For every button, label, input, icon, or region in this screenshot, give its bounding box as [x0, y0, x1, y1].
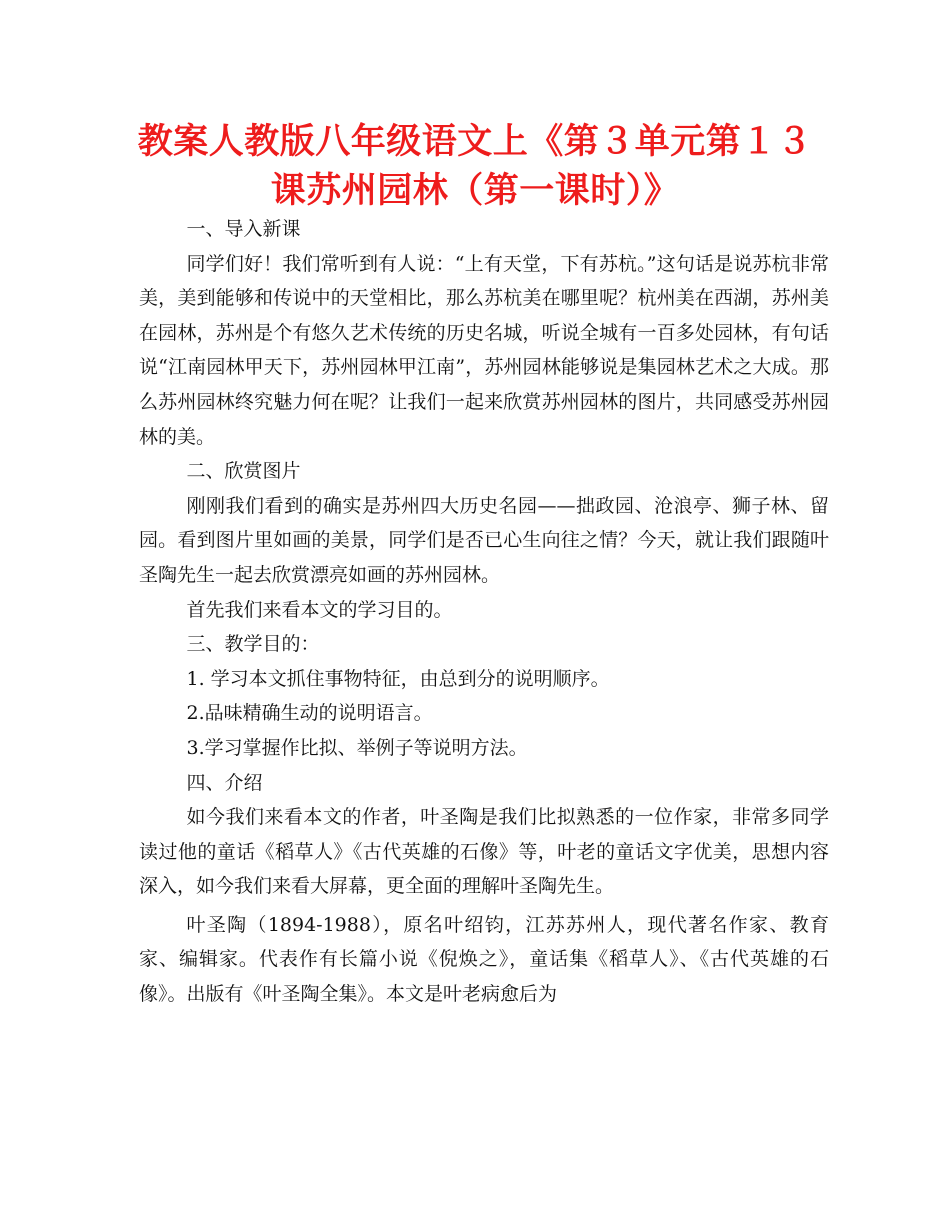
section-heading-intro: 一、导入新课	[186, 218, 301, 240]
paragraph-intro: 同学们好！我们常听到有人说：“上有天堂，下有苏杭。”这句话是说苏杭非常美，美到能够和传说中的天堂相比，那么苏杭美在哪里呢？杭州美在西湖，苏州美在园林，苏州是个有悠久艺术传统的历史名城，听说全城有一百多处园林，有句话说“江南园林甲天下，苏州园林甲江南”，苏州园林能够说是集园林艺术之大成。那么苏州园林终究魅力何在呢？让我们一起来欣赏苏州园林的图片，共同感受苏州园林的美。	[139, 252, 829, 448]
document-title	[120, 118, 830, 216]
paragraph-pictures: 刚刚我们看到的确实是苏州四大历史名园——拙政园、沧浪亭、狮子林、留园。看到图片里如画的美景，同学们是否已心生向往之情？今天，就让我们跟随叶圣陶先生一起去欣赏漂亮如画的苏州园林。	[139, 494, 829, 586]
paragraph-goals-lead: 首先我们来看本文的学习目的。	[186, 598, 453, 621]
section-heading-author: 四、介绍	[186, 771, 263, 794]
document-body	[139, 212, 829, 1012]
title-line-1: 教案人教版八年级语文上《第３单元第１３	[137, 122, 813, 162]
paragraph-author-bio: 叶圣陶（1894-1988），原名叶绍钧，江苏苏州人，现代著名作家、教育家、编辑家。代表作有长篇小说《倪焕之》，童话集《稻草人》、《古代英雄的石像》。出版有《叶圣陶全集》。本文是叶老病愈后为	[139, 913, 829, 1006]
goal-item-1: 1. 学习本文抓住事物特征，由总到分的说明顺序。	[186, 667, 610, 690]
goal-item-3: 3.学习掌握作比拟、举例子等说明方法。	[186, 736, 528, 759]
section-heading-pictures: 二、欣赏图片	[186, 460, 301, 483]
title-line-2: 课苏州园林（第一课时）》	[270, 171, 680, 211]
paragraph-author-intro: 如今我们来看本文的作者，叶圣陶是我们比拟熟悉的一位作家，非常多同学读过他的童话《稻草人》《古代英雄的石像》等，叶老的童话文字优美，思想内容深入，如今我们来看大屏幕，更全面的理解叶圣陶先生。	[139, 806, 829, 898]
goal-item-2: 2.品味精确生动的说明语言。	[186, 702, 433, 725]
section-heading-goals: 三、教学目的：	[186, 633, 320, 656]
